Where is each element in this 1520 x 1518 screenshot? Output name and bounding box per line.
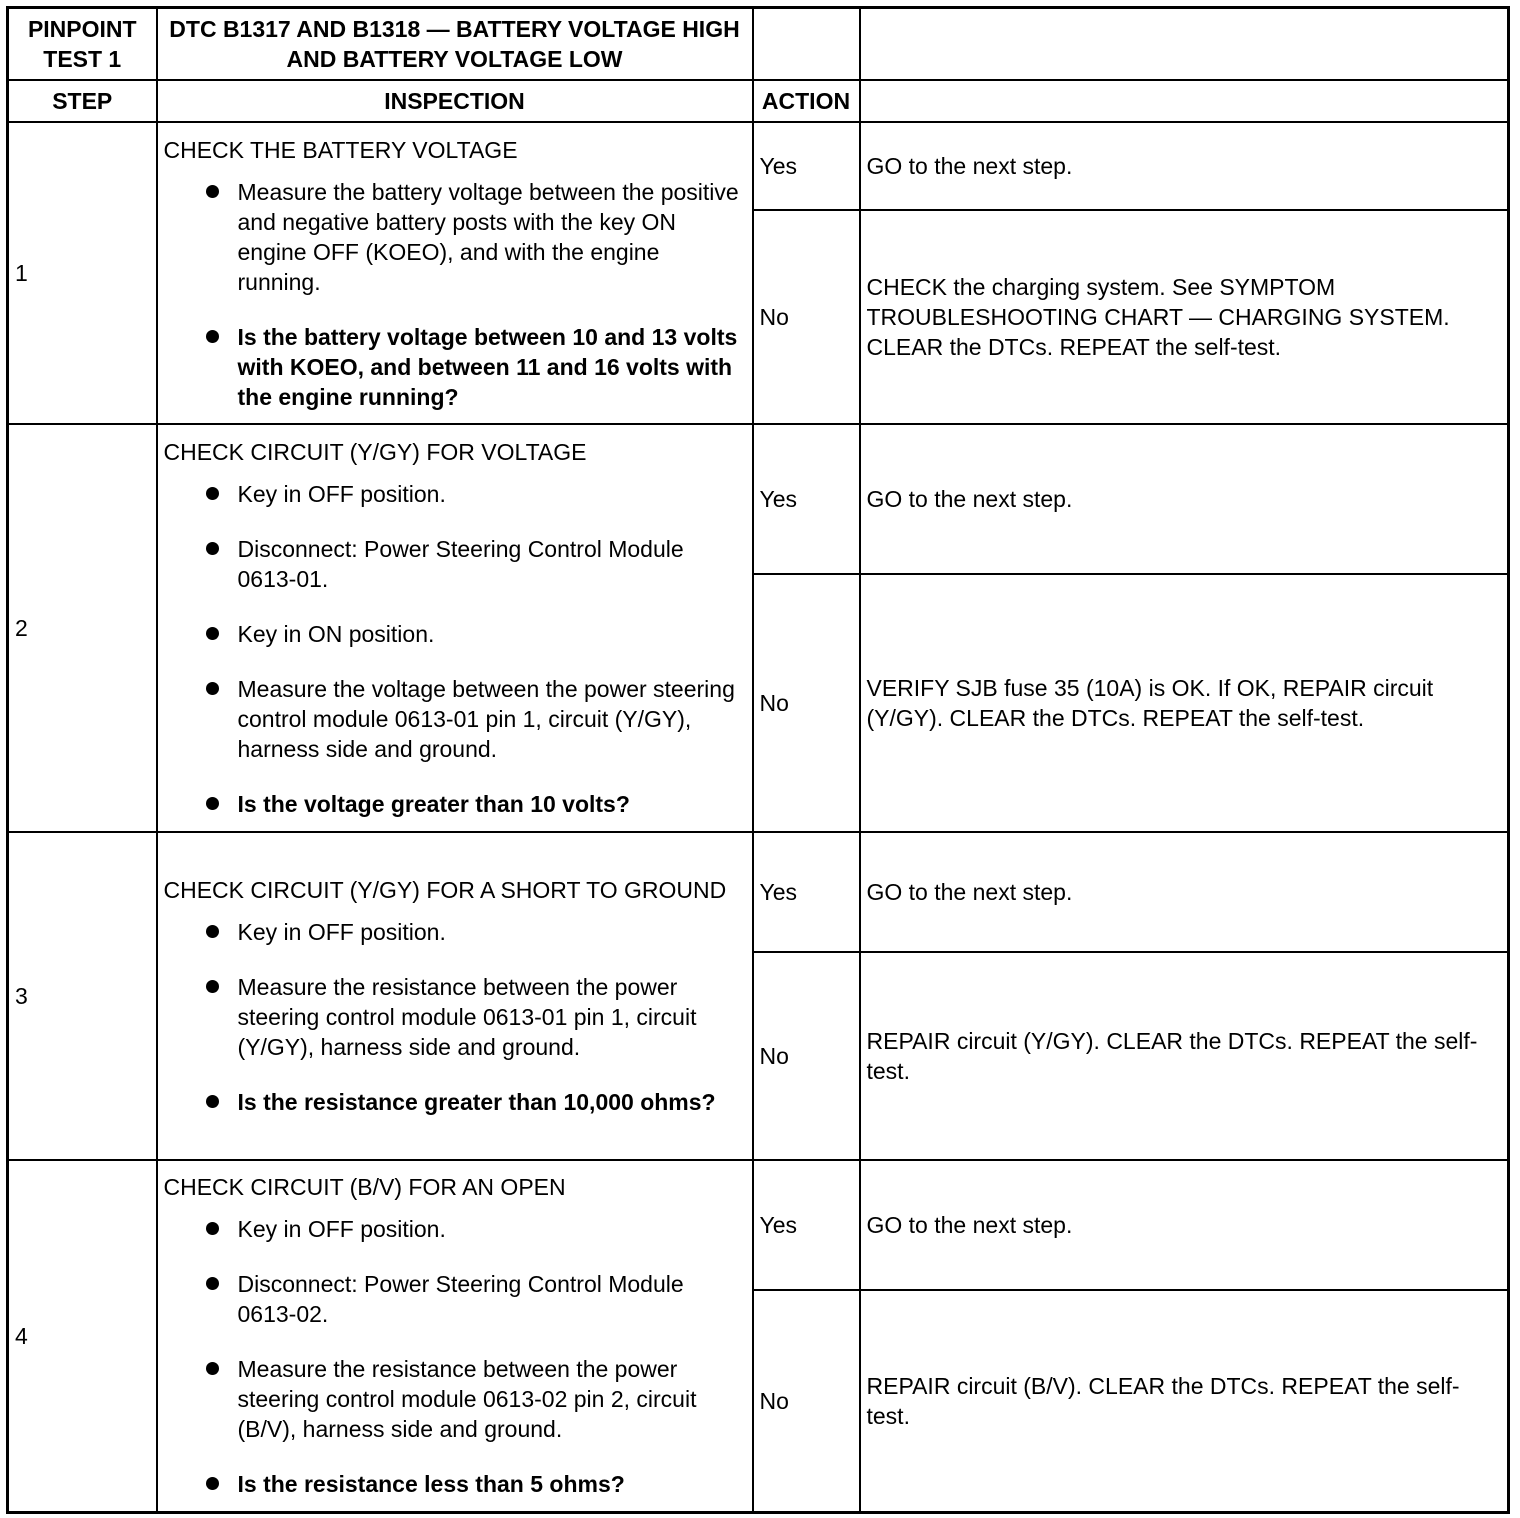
title-blank-cell [860,8,1509,81]
yes-action: GO to the next step. [860,122,1509,210]
bullet-item: Measure the resistance between the power steering control module 0613-02 pin 2, circuit (B/V), harness side and ground. [164,1354,746,1444]
bullet-item: Key in OFF position. [164,1214,746,1244]
step-inspection [157,122,753,424]
no-action: REPAIR circuit (B/V). CLEAR the DTCs. REPEAT the self-test. [860,1290,1509,1512]
no-action: REPAIR circuit (Y/GY). CLEAR the DTCs. REPEAT the self-test. [860,952,1509,1160]
yes-label: Yes [753,122,860,210]
test-label: PINPOINT TEST 1 [8,8,157,81]
bullet-item: Disconnect: Power Steering Control Module 0613-02. [164,1269,746,1329]
bullet-item: Measure the battery voltage between the positive and negative battery posts with the key ON engine OFF (KOEO), and with the engine running. [164,177,746,297]
pinpoint-test-table [6,6,1510,1514]
step-title: CHECK CIRCUIT (Y/GY) FOR A SHORT TO GROUND [163,877,727,903]
col-action-header: ACTION [753,80,860,122]
step-inspection [157,424,753,832]
header-blank-cell [860,80,1509,122]
bullet-item: Key in OFF position. [164,479,746,509]
step-number: 2 [8,424,157,832]
no-label: No [753,1290,860,1512]
step-inspection [157,1160,753,1512]
bullet-item: Key in OFF position. [164,917,746,947]
step-row-yes [8,832,1509,952]
step-title: CHECK THE BATTERY VOLTAGE [163,136,518,163]
step-inspection [157,832,753,1160]
yes-action: GO to the next step. [860,1160,1509,1290]
step-title: CHECK CIRCUIT (Y/GY) FOR VOLTAGE [163,439,587,465]
no-label: No [753,574,860,832]
column-header-row [8,80,1509,122]
col-step-header: STEP [8,80,157,122]
bullet-question: Is the voltage greater than 10 volts? [164,789,746,819]
yes-label: Yes [753,424,860,574]
bullet-item: Measure the resistance between the power steering control module 0613-01 pin 1, circuit (Y/GY), harness side and ground. [164,972,746,1062]
no-action: VERIFY SJB fuse 35 (10A) is OK. If OK, REPAIR circuit (Y/GY). CLEAR the DTCs. REPEAT the self-test. [860,574,1509,832]
yes-label: Yes [753,1160,860,1290]
title-row [8,8,1509,81]
step-number: 1 [8,122,157,424]
yes-action: GO to the next step. [860,832,1509,952]
steps-body [8,122,1509,1512]
step-row-yes [8,122,1509,210]
bullet-item: Key in ON position. [164,619,746,649]
col-inspection-header: INSPECTION [157,80,753,122]
test-title: DTC B1317 AND B1318 — BATTERY VOLTAGE HIGH AND BATTERY VOLTAGE LOW [157,8,753,81]
step-number: 3 [8,832,157,1160]
bullet-item: Measure the voltage between the power steering control module 0613-01 pin 1, circuit (Y/GY), harness side and ground. [164,674,746,764]
no-label: No [753,952,860,1160]
title-blank-cell [753,8,860,81]
step-bullet-list [164,917,746,1117]
bullet-item: Disconnect: Power Steering Control Module 0613-01. [164,534,746,594]
step-row-yes [8,1160,1509,1290]
step-bullet-list [164,479,746,819]
pinpoint-test-document [6,6,1510,1514]
yes-label: Yes [753,832,860,952]
bullet-question: Is the battery voltage between 10 and 13 volts with KOEO, and between 11 and 16 volts with the engine running? [164,322,746,412]
step-title: CHECK CIRCUIT (B/V) FOR AN OPEN [163,1174,566,1201]
step-number: 4 [8,1160,157,1512]
bullet-question: Is the resistance greater than 10,000 ohms? [164,1087,746,1117]
no-label: No [753,210,860,424]
step-bullet-list [164,1214,746,1499]
yes-action: GO to the next step. [860,424,1509,574]
step-bullet-list [164,177,746,412]
step-row-yes [8,424,1509,574]
bullet-question: Is the resistance less than 5 ohms? [164,1469,746,1499]
no-action: CHECK the charging system. See SYMPTOM TROUBLESHOOTING CHART — CHARGING SYSTEM. CLEAR the DTCs. REPEAT the self-test. [860,210,1509,424]
